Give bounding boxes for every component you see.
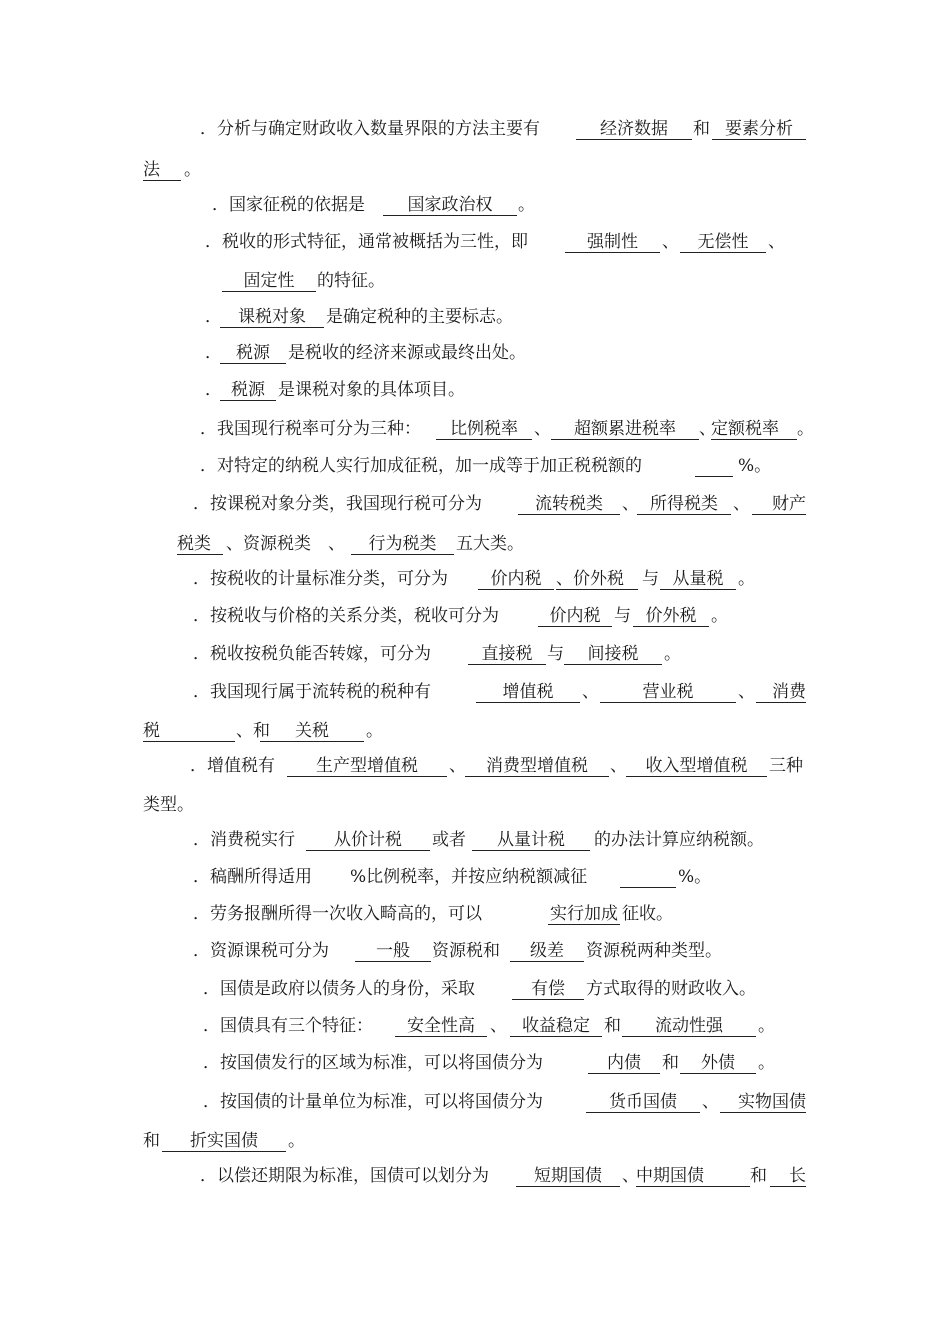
answer-blank: 有偿 [512,978,584,1000]
question-text: 、 [449,756,466,776]
question-text: 五大类。 [456,534,524,554]
answer-blank: 行为税类 [351,533,454,555]
question-text: 、 [610,756,627,776]
answer-blank: 税类 [177,533,223,555]
question-text: ．按国债的计量单位为标准，可以将国债分为 [203,1092,543,1112]
question-text: 或者 [432,830,466,850]
answer-blank: 直接税 [468,643,546,665]
answer-blank: 长 [770,1165,806,1187]
question-text: ．国家征税的依据是 [212,195,365,215]
answer-blank: 从量税 [660,568,736,590]
answer-blank: 价外税 [633,605,709,627]
answer-blank: 、价外税 [556,568,638,590]
answer-blank: 税源 [220,379,276,401]
answer-blank: 收入型增值税 [626,755,767,777]
question-text: 。 [797,419,814,439]
answer-blank: 短期国债 [516,1165,620,1187]
question-text: 资源税两种类型。 [586,941,722,961]
question-text: ．按课税对象分类，我国现行税可分为 [193,494,482,514]
question-text: ．增值税有 [190,756,275,776]
question-text: 是税收的经济来源或最终出处。 [288,343,526,363]
answer-blank: 比例税率 [436,418,532,440]
question-text: ．按国债发行的区域为标准，可以将国债分为 [203,1053,543,1073]
answer-blank: 税 [143,720,235,742]
question-text: ．资源课税可分为 [193,941,329,961]
question-text: 。 [366,721,383,741]
question-text: ．税收按税负能否转嫁，可分为 [193,644,431,664]
question-text: 和 [604,1016,621,1036]
answer-blank: 消费型增值税 [465,755,609,777]
question-text: %。 [738,456,772,476]
answer-blank: 流动性强 [622,1015,756,1037]
answer-blank: 外债 [680,1052,756,1074]
question-text: 、 [622,494,639,514]
question-text: ．稿酬所得适用 [193,867,312,887]
question-text: ． [205,307,222,327]
answer-blank: 价内税 [538,605,612,627]
question-text: ．国债具有三个特征： [203,1016,373,1036]
question-text: 和 [143,1131,160,1151]
answer-blank: 经济数据 [576,118,692,140]
answer-blank [695,455,733,477]
question-text: 资源税和 [432,941,500,961]
question-text: 三种 [769,756,803,776]
question-text: 、 [490,1016,507,1036]
answer-blank: 中期国债 [636,1165,750,1187]
answer-blank: 税源 [220,342,286,364]
question-text: 。 [738,569,755,589]
question-text: 、 [733,494,750,514]
question-text: 、 [534,419,551,439]
question-text: 与 [642,569,659,589]
answer-blank: 增值税 [476,681,580,703]
question-text: 和 [750,1166,767,1186]
question-text: ．按税收的计量标准分类，可分为 [193,569,448,589]
answer-blank: 从价计税 [306,829,430,851]
answer-blank: 安全性高 [395,1015,487,1037]
answer-blank: 固定性 [222,270,316,292]
answer-blank: 货币国债 [586,1091,700,1113]
question-text: ．按税收与价格的关系分类，税收可分为 [193,606,499,626]
question-text: 、 [622,1166,639,1186]
question-text: 。 [758,1016,775,1036]
question-text: %。 [678,867,712,887]
answer-blank: 要素分析 [712,118,806,140]
question-text: 与 [547,644,564,664]
question-text: ． [205,380,222,400]
answer-blank: 生产型增值税 [287,755,447,777]
answer-blank: 间接税 [564,643,662,665]
question-text: ．我国现行税率可分为三种： [200,419,421,439]
question-text: 、资源税类 [226,534,311,554]
question-text: 和 [662,1053,679,1073]
question-text: 。 [664,644,681,664]
answer-blank: 关税 [260,720,364,742]
question-text: 方式取得的财政收入。 [586,979,756,999]
answer-blank: 从量计税 [472,829,590,851]
question-text: %比例税率，并按应纳税额减征 [350,867,588,887]
answer-blank: 收益稳定 [510,1015,602,1037]
question-text: 、 [768,232,785,252]
answer-blank: 法 [143,159,181,181]
question-text: 的办法计算应纳税额。 [594,830,764,850]
question-text: 。 [758,1053,775,1073]
question-text: 的特征。 [317,271,385,291]
question-text: 类型。 [143,795,194,815]
answer-blank: 流转税类 [518,493,620,515]
question-text: 、 [662,232,679,252]
question-text: 是确定税种的主要标志。 [326,307,513,327]
question-text: 。 [184,160,201,180]
answer-blank [620,866,676,888]
question-text: 、 [702,1092,719,1112]
answer-blank: 超额累进税率 [551,418,699,440]
question-text: ．我国现行属于流转税的税种有 [193,682,431,702]
answer-blank: 级差 [510,940,584,962]
question-text: ． [205,343,222,363]
answer-blank: 内债 [588,1052,660,1074]
question-text: 和 [693,119,710,139]
answer-blank: 财产 [752,493,806,515]
question-text: 、 [582,682,599,702]
answer-blank: 强制性 [565,231,660,253]
answer-blank: 消费 [756,681,806,703]
answer-blank: 课税对象 [220,306,324,328]
question-text: 征收。 [622,904,673,924]
answer-blank: 实行加成 [550,904,618,924]
answer-blank: 营业税 [600,681,736,703]
question-text: ．国债是政府以债务人的身份，采取 [203,979,475,999]
question-text: 与 [614,606,631,626]
question-text: 是课税对象的具体项目。 [278,380,465,400]
question-text: 、 [699,419,716,439]
answer-blank: 国家政治权 [383,194,517,216]
answer-blank: 定额税率 [711,418,797,440]
question-text: ．消费税实行 [193,830,295,850]
question-text: ．分析与确定财政收入数量界限的方法主要有 [200,119,540,139]
answer-blank: 折实国债 [162,1130,286,1152]
question-text: ．税收的形式特征，通常被概括为三性，即 [205,232,528,252]
answer-blank: 所得税类 [637,493,731,515]
question-text: 、 [738,682,755,702]
answer-blank: 无偿性 [680,231,766,253]
question-text: ．对特定的纳税人实行加成征税，加一成等于加正税税额的 [200,456,642,476]
question-text: ．以偿还期限为标准，国债可以划分为 [200,1166,489,1186]
answer-blank: 实物国债 [720,1091,806,1113]
question-text: 、和 [236,721,270,741]
answer-blank: 一般 [355,940,431,962]
question-text: 。 [288,1131,305,1151]
question-text: 。 [518,195,535,215]
answer-blank: 价内税 [478,568,554,590]
question-text: 、 [328,534,345,554]
question-text: 。 [711,606,728,626]
question-text: ．劳务报酬所得一次收入畸高的，可以 [193,904,482,924]
